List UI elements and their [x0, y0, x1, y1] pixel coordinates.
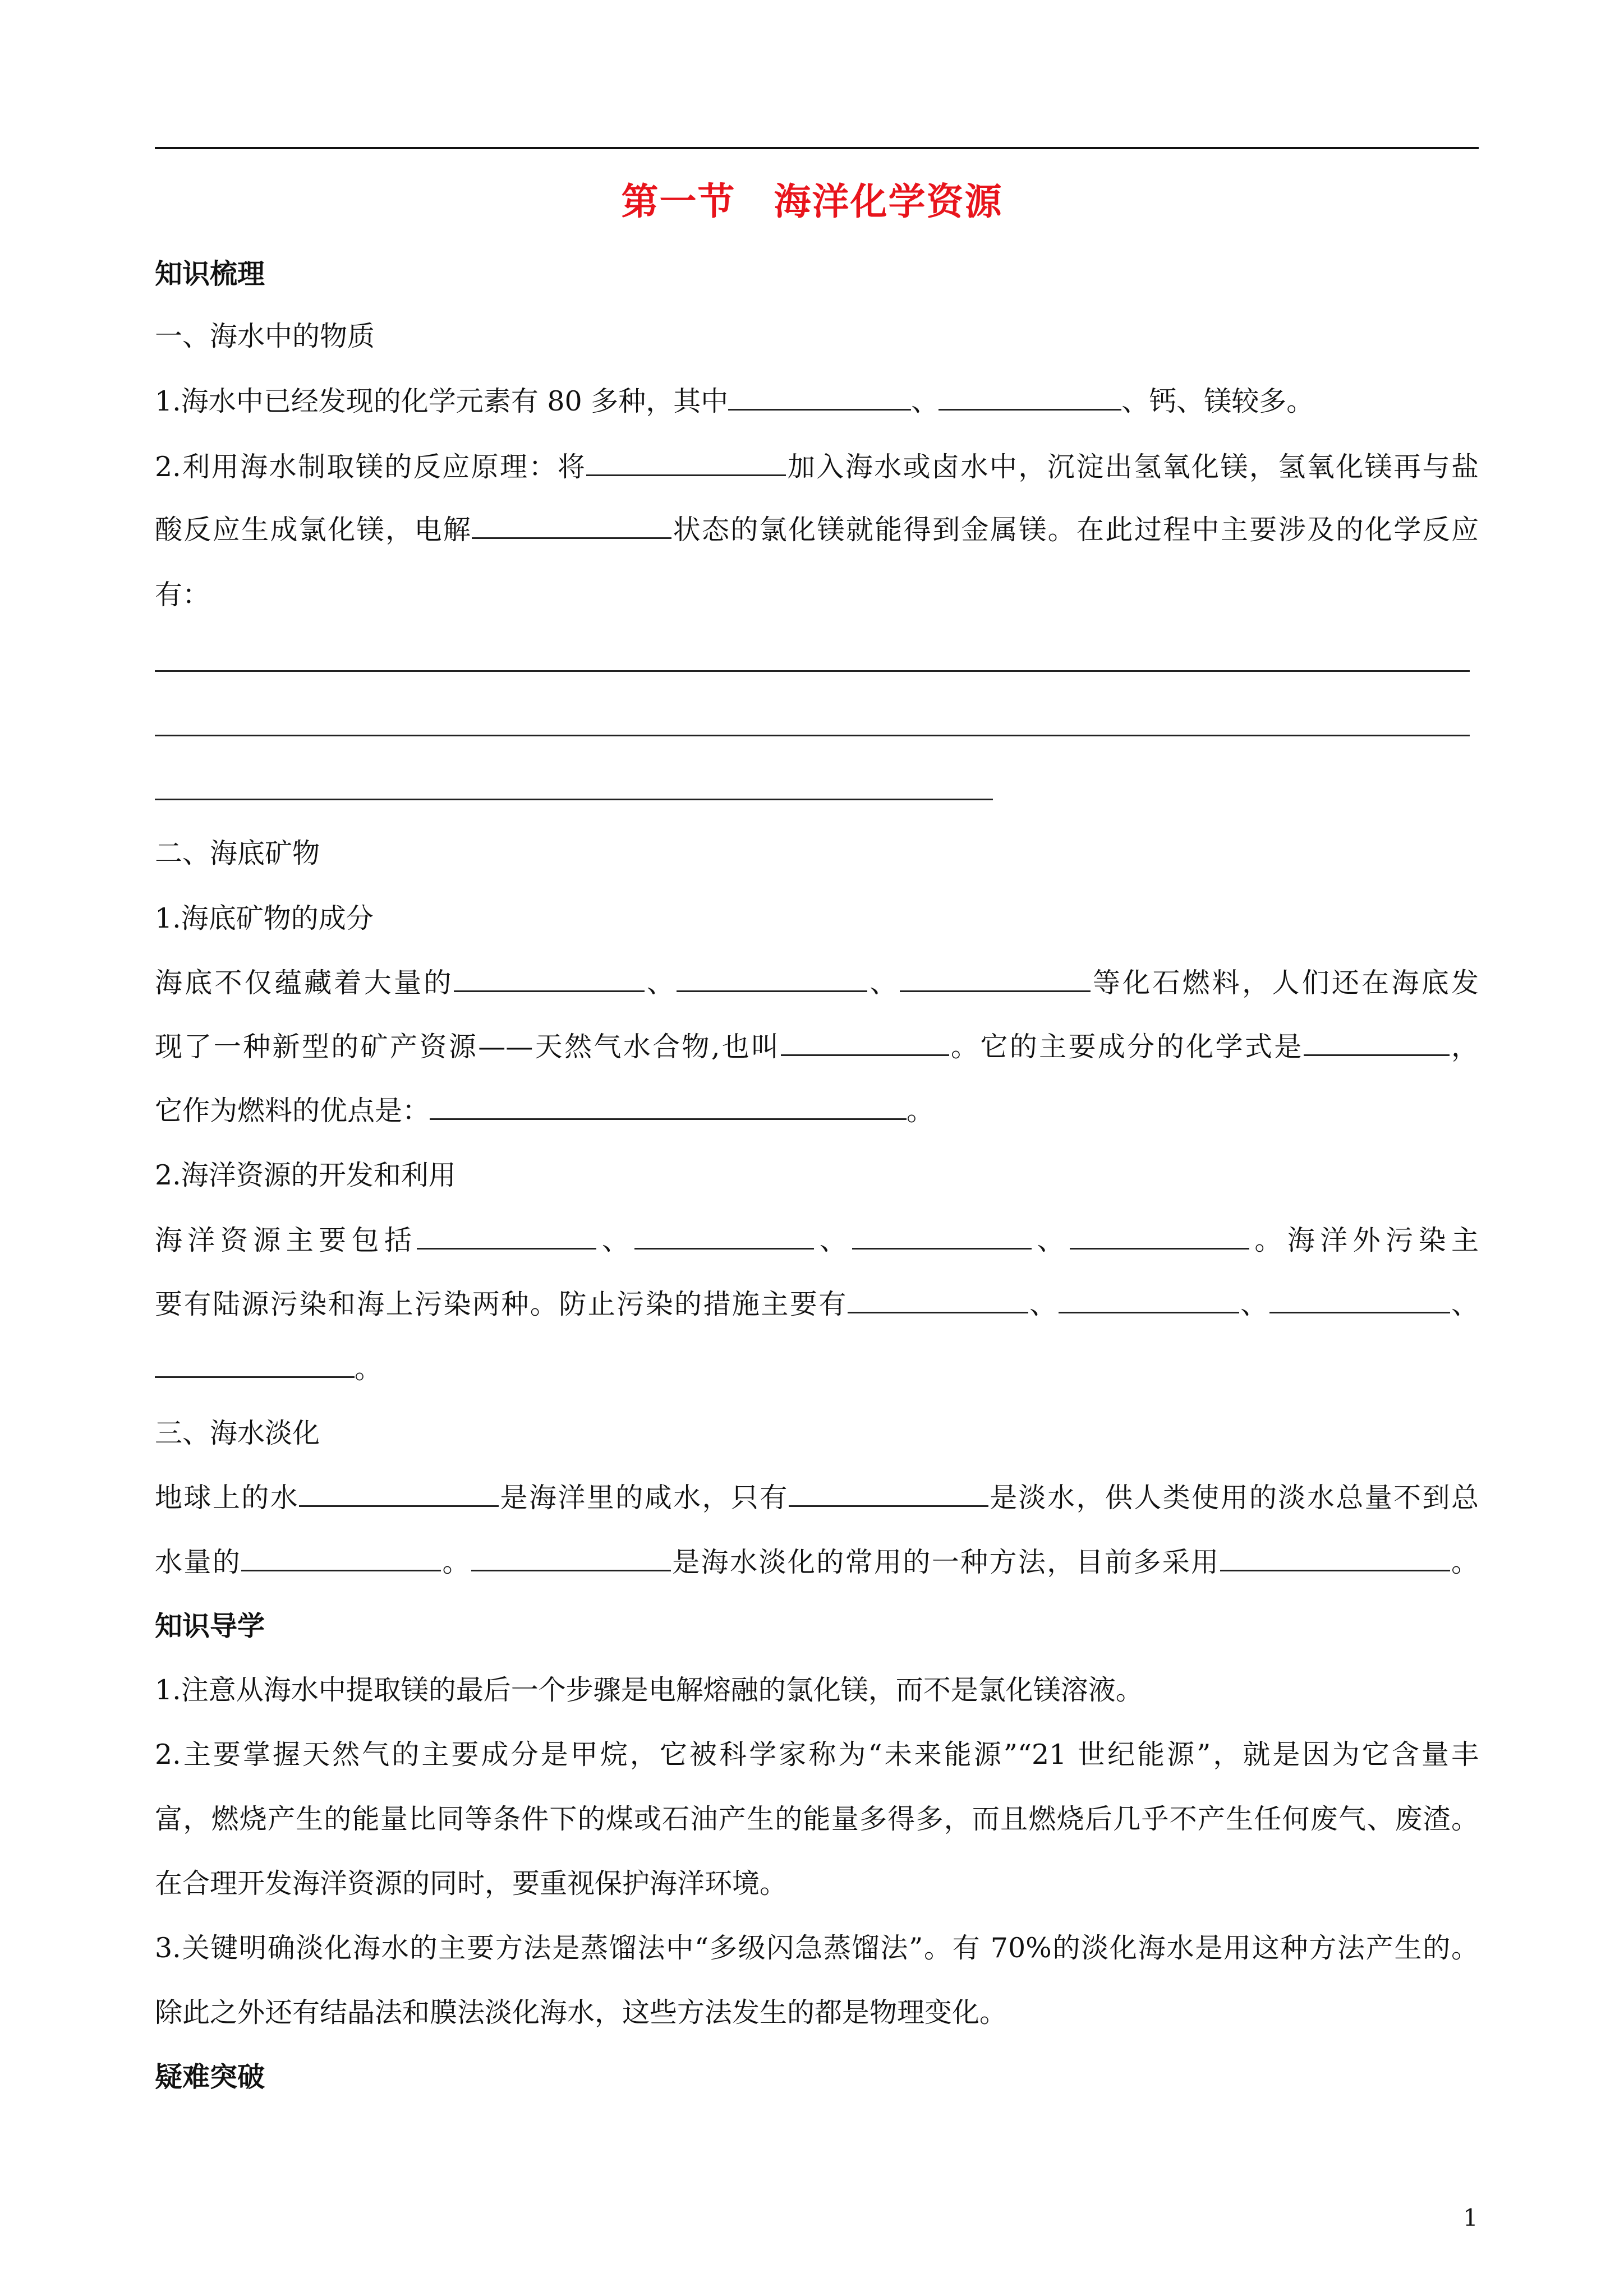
- blank-field[interactable]: [1269, 1289, 1450, 1313]
- question-2-line-3: 有：: [155, 579, 210, 611]
- blank-field[interactable]: [472, 515, 671, 539]
- separator: 、: [867, 967, 900, 999]
- minerals-text-e: ，: [1449, 1031, 1479, 1063]
- section-heading-knowledge-review: 知识梳理: [155, 257, 265, 290]
- blank-field[interactable]: [417, 1225, 596, 1250]
- minerals-text-c: 现了一种新型的矿产资源——天然气水合物,也叫: [155, 1031, 781, 1063]
- part3-heading: 三、海水淡化: [155, 1417, 320, 1449]
- guide-line: 除此之外还有结晶法和膜法淡化海水，这些方法发生的都是物理变化。: [155, 1997, 1007, 2028]
- subsection-minerals-heading: 1.海底矿物的成分: [155, 902, 374, 934]
- separator: 、: [596, 1224, 635, 1256]
- desalination-line-2: [155, 1546, 1479, 1579]
- resources-line-1: [155, 1224, 1479, 1257]
- resources-text-c: 要有陆源污染和海上污染两种。防止污染的措施主要有: [155, 1288, 848, 1320]
- blank-field[interactable]: [299, 1483, 499, 1507]
- blank-field[interactable]: [1059, 1289, 1239, 1313]
- answer-line[interactable]: [155, 799, 993, 800]
- question-2-line-2: [155, 513, 1479, 547]
- blank-field[interactable]: [900, 968, 1091, 992]
- minerals-line-2: [155, 1030, 1479, 1064]
- q2-text-b: 加入海水或卤水中，沉淀出氢氧化镁，氢氧化镁再与盐: [786, 451, 1479, 483]
- desalination-line-1: [155, 1481, 1479, 1515]
- blank-field[interactable]: [471, 1547, 671, 1571]
- answer-line[interactable]: [155, 670, 1470, 672]
- desal-text-a: 地球上的水: [155, 1482, 300, 1514]
- blank-field[interactable]: [155, 1354, 355, 1378]
- blank-field[interactable]: [586, 452, 786, 476]
- desal-text-c: 是淡水，供人类使用的淡水总量不到总: [988, 1482, 1479, 1514]
- separator: 、: [1239, 1288, 1269, 1320]
- blank-field[interactable]: [938, 386, 1121, 411]
- resources-line-2: [155, 1288, 1479, 1321]
- blank-field[interactable]: [852, 1225, 1032, 1250]
- part1-heading: 一、海水中的物质: [155, 320, 375, 352]
- blank-field[interactable]: [848, 1289, 1028, 1313]
- guide-line: 富，燃烧产生的能量比同等条件下的煤或石油产生的能量多得多，而且燃烧后几乎不产生任何废气、废渣。: [155, 1803, 1479, 1835]
- separator: 、: [1450, 1288, 1479, 1320]
- blank-field[interactable]: [1220, 1547, 1450, 1571]
- blank-field[interactable]: [1070, 1225, 1249, 1250]
- question-1: [155, 385, 1314, 418]
- separator: 、: [644, 967, 677, 999]
- separator: 、: [1028, 1288, 1059, 1320]
- q2-text-c: 酸反应生成氯化镁，电解: [155, 514, 472, 546]
- desal-text-e: 。: [441, 1546, 471, 1578]
- blank-field[interactable]: [430, 1096, 907, 1120]
- part2-heading: 二、海底矿物: [155, 837, 320, 869]
- header-rule: [155, 147, 1479, 149]
- question-2-line-1: [155, 450, 1479, 484]
- resources-text-b: 。海洋外污染主: [1249, 1224, 1479, 1256]
- blank-field[interactable]: [1304, 1032, 1450, 1056]
- section-heading-knowledge-guide: 知识导学: [155, 1610, 265, 1642]
- separator: 、: [1032, 1224, 1070, 1256]
- q2-text-d: 状态的氯化镁就能得到金属镁。在此过程中主要涉及的化学反应: [671, 514, 1479, 546]
- minerals-text-g: 。: [907, 1095, 935, 1127]
- blank-field[interactable]: [634, 1225, 814, 1250]
- guide-line: 在合理开发海洋资源的同时，要重视保护海洋环境。: [155, 1868, 788, 1899]
- guide-line: 3.关键明确淡化海水的主要方法是蒸馏法中“多级闪急蒸馏法”。有 70%的淡化海水是用这种方法产生的。: [155, 1932, 1479, 1964]
- q2-text-a: 2.利用海水制取镁的反应原理：将: [155, 451, 587, 483]
- minerals-line-1: [155, 966, 1479, 1000]
- answer-line[interactable]: [155, 735, 1470, 736]
- subsection-resources-heading: 2.海洋资源的开发和利用: [155, 1159, 456, 1191]
- q1-separator: 、: [911, 385, 939, 417]
- blank-field[interactable]: [789, 1483, 988, 1507]
- page-title: 第一节 海洋化学资源: [621, 179, 1003, 223]
- minerals-text-f: 它作为燃料的优点是：: [155, 1095, 430, 1127]
- blank-field[interactable]: [728, 386, 911, 411]
- section-heading-difficulty: 疑难突破: [155, 2060, 265, 2093]
- minerals-text-a: 海底不仅蕴藏着大量的: [155, 967, 454, 999]
- q1-text-a: 1.海水中已经发现的化学元素有 80 多种，其中: [155, 385, 729, 417]
- desal-text-g: 。: [1450, 1546, 1479, 1578]
- blank-field[interactable]: [454, 968, 645, 992]
- minerals-line-3: [155, 1094, 934, 1128]
- blank-field[interactable]: [677, 968, 867, 992]
- page-number: 1: [1463, 2204, 1478, 2232]
- desal-text-b: 是海洋里的咸水，只有: [499, 1482, 789, 1514]
- separator: 、: [814, 1224, 853, 1256]
- minerals-text-b: 等化石燃料，人们还在海底发: [1090, 967, 1479, 999]
- guide-line: 1.注意从海水中提取镁的最后一个步骤是电解熔融的氯化镁，而不是氯化镁溶液。: [155, 1674, 1143, 1706]
- resources-text-a: 海洋资源主要包括: [155, 1224, 417, 1256]
- guide-line: 2.主要掌握天然气的主要成分是甲烷，它被科学家称为“未来能源”“21 世纪能源”，就是因为它含量丰: [155, 1739, 1479, 1771]
- blank-field[interactable]: [781, 1032, 949, 1056]
- blank-field[interactable]: [241, 1547, 441, 1571]
- resources-end: 。: [355, 1353, 383, 1385]
- desal-text-d: 水量的: [155, 1546, 242, 1578]
- desal-text-f: 是海水淡化的常用的一种方法，目前多采用: [670, 1546, 1220, 1578]
- minerals-text-d: 。它的主要成分的化学式是: [949, 1031, 1304, 1063]
- q1-text-c: 、钙、镁较多。: [1121, 385, 1314, 417]
- resources-line-3: [155, 1352, 382, 1386]
